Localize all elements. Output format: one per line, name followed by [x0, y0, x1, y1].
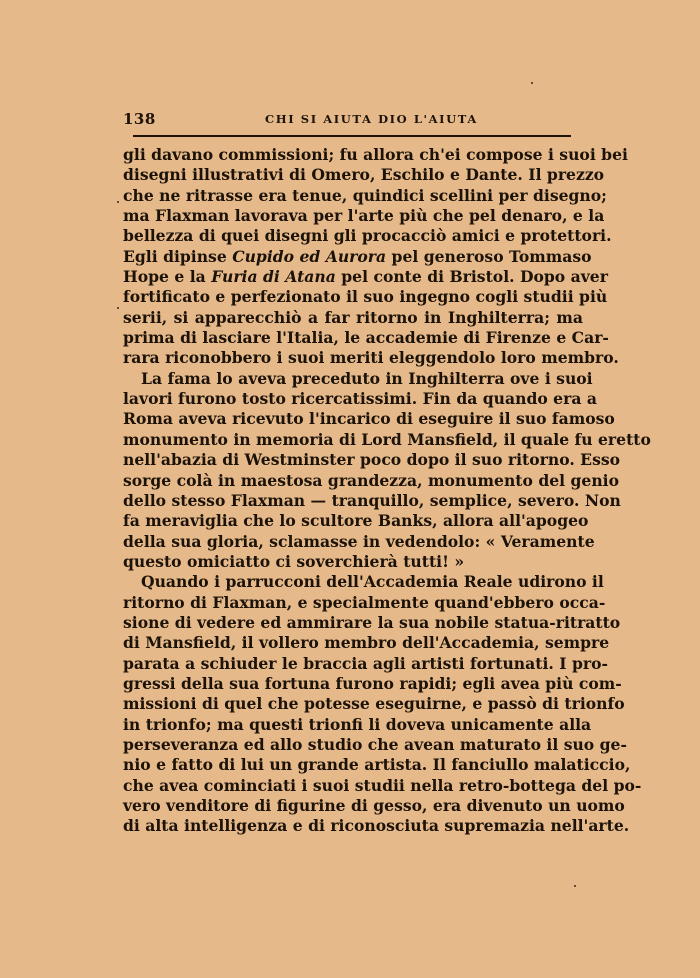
text-line: nio e fatto di lui un grande artista. Il fanciullo malaticcio,	[123, 755, 631, 775]
text-run: pel generoso Tommaso	[386, 246, 592, 266]
text-line: prima di lasciare l'Italia, le accademie di Firenze e Car-	[123, 328, 609, 348]
text-line: fa meraviglia che lo scultore Banks, allora all'apogeo	[123, 511, 589, 531]
text-line: La fama lo aveva preceduto in Inghilterra ove i suoi	[141, 368, 593, 388]
text-run: Hope e la	[123, 267, 212, 287]
body-text	[123, 145, 651, 837]
text-line: monumento in memoria di Lord Mansfield, il quale fu eretto	[123, 429, 651, 449]
text-line: in trionfo; ma questi trionfi li doveva unicamente alla	[123, 714, 592, 734]
text-line: rara riconobbero i suoi meriti eleggendolo loro membro.	[123, 348, 619, 368]
text-line: missioni di quel che potesse eseguirne, e passò di trionfo	[123, 694, 625, 714]
text-line: questo omiciatto ci soverchierà tutti! »	[123, 551, 465, 571]
paper-speck	[117, 307, 119, 309]
text-line: bellezza di quei disegni gli procacciò amici e protettori.	[123, 226, 612, 246]
paper-speck	[574, 885, 576, 887]
text-line: nell'abazia di Westminster poco dopo il suo ritorno. Esso	[123, 450, 621, 470]
text-line: di alta intelligenza e di riconosciuta supremazia nell'arte.	[123, 816, 630, 836]
text-run: pel conte di Bristol. Dopo aver	[335, 267, 608, 287]
text-line: gli davano commissioni; fu allora ch'ei compose i suoi bei	[123, 145, 628, 164]
text-run: Egli dipinse	[123, 246, 233, 266]
text-line: sione di vedere ed ammirare la sua nobile statua-ritratto	[123, 612, 621, 632]
text-line: ritorno di Flaxman, e specialmente quand'ebbero occa-	[123, 592, 606, 612]
text-line: perseveranza ed allo studio che avean maturato il suo ge-	[123, 734, 627, 754]
italic-title: Cupido ed Aurora	[232, 246, 387, 266]
text-line: dello stesso Flaxman — tranquillo, semplice, severo. Non	[123, 490, 621, 510]
text-line: parata a schiuder le braccia agli artisti fortunati. I pro-	[123, 653, 608, 673]
text-line	[123, 246, 592, 267]
text-line: che avea cominciati i suoi studii nella retro-bottega del po-	[123, 775, 642, 795]
text-line: di Mansfield, il vollero membro dell'Accademia, sempre	[123, 633, 610, 653]
text-line: fortificato e perfezionato il suo ingegno cogli studii più	[123, 287, 608, 307]
italic-title: Furia di Atana	[211, 267, 336, 287]
paper-speck	[531, 82, 533, 84]
text-line: ma Flaxman lavorava per l'arte più che pel denaro, e la	[123, 206, 605, 226]
page-header	[123, 110, 578, 130]
page-number: 138	[123, 110, 156, 128]
text-line: disegni illustrativi di Omero, Eschilo e Dante. Il prezzo	[123, 165, 605, 185]
text-line	[123, 267, 608, 287]
text-line: della sua gloria, sclamasse in vedendolo: « Veramente	[123, 531, 595, 551]
text-line: lavori furono tosto ricercatissimi. Fin da quando era a	[123, 389, 597, 409]
header-rule	[133, 135, 571, 137]
text-line: Roma aveva ricevuto l'incarico di eseguire il suo famoso	[123, 409, 615, 429]
paper-speck	[117, 201, 119, 203]
text-line: sorge colà in maestosa grandezza, monumento del genio	[123, 470, 620, 490]
text-line: che ne ritrasse era tenue, quindici scellini per disegno;	[123, 185, 607, 205]
running-title: CHI SI AIUTA DIO L'AIUTA	[265, 112, 478, 126]
text-line: Quando i parrucconi dell'Accademia Reale udirono il	[141, 572, 604, 592]
text-line: serii, si apparecchiò a far ritorno in Inghilterra; ma	[123, 307, 583, 327]
text-line: vero venditore di figurine di gesso, era divenuto un uomo	[123, 796, 625, 815]
text-line: gressi della sua fortuna furono rapidi; egli avea più com-	[123, 673, 622, 693]
